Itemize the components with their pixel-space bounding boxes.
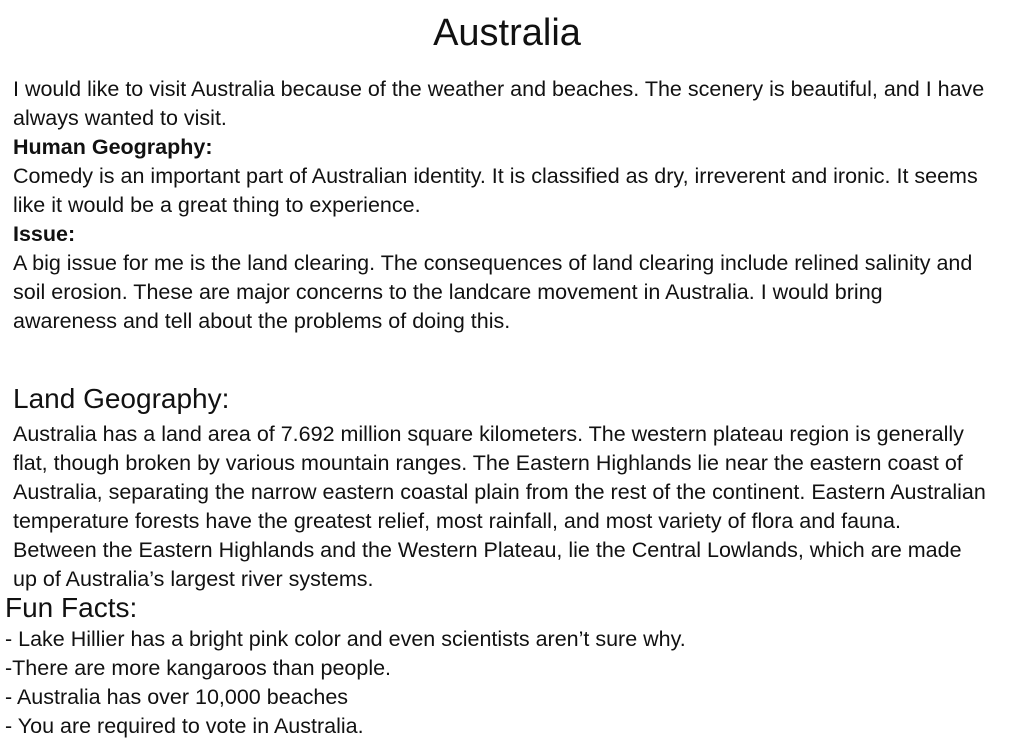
list-item: - Lake Hillier has a bright pink color and even scientists aren’t sure why. bbox=[5, 627, 686, 651]
land-geography-section bbox=[13, 420, 988, 594]
list-item: -There are more kangaroos than people. bbox=[5, 656, 392, 680]
issue-heading: Issue: bbox=[13, 222, 76, 246]
land-geography-text: Australia has a land area of 7.692 million square kilometers. The western plateau region is generally flat, though broken by various mountain ranges. The Eastern Highlands lie near the eastern coast of Australia, separating the narrow eastern coastal plain from the rest of the continent. Eastern Australian temperature forests have the greatest relief, most rainfall, and most variety of flora and fauna. Between the Eastern Highlands and the Western Plateau, lie the Central Lowlands, which are made up of Australia’s largest river systems. bbox=[13, 422, 986, 591]
list-item: - Australia has over 10,000 beaches bbox=[5, 685, 349, 709]
fun-facts-list bbox=[5, 625, 995, 741]
land-geography-heading: Land Geography: bbox=[13, 383, 230, 414]
human-geography-heading: Human Geography: bbox=[13, 135, 213, 159]
human-geography-text: Comedy is an important part of Australian identity. It is classified as dry, irreverent and ironic. It seems like it would be a great thing to experience. bbox=[13, 164, 978, 217]
list-item: - You are required to vote in Australia. bbox=[5, 714, 364, 738]
fun-facts-heading: Fun Facts: bbox=[5, 592, 138, 623]
issue-text: A big issue for me is the land clearing. The consequences of land clearing include relined salinity and soil erosion. These are major concerns to the landcare movement in Australia. I would bring awareness and tell about the problems of doing this. bbox=[13, 251, 973, 333]
intro-section bbox=[13, 75, 988, 336]
intro-text: I would like to visit Australia because of the weather and beaches. The scenery is beautiful, and I have always wanted to visit. bbox=[13, 77, 985, 130]
page-title: Australia bbox=[433, 12, 581, 54]
